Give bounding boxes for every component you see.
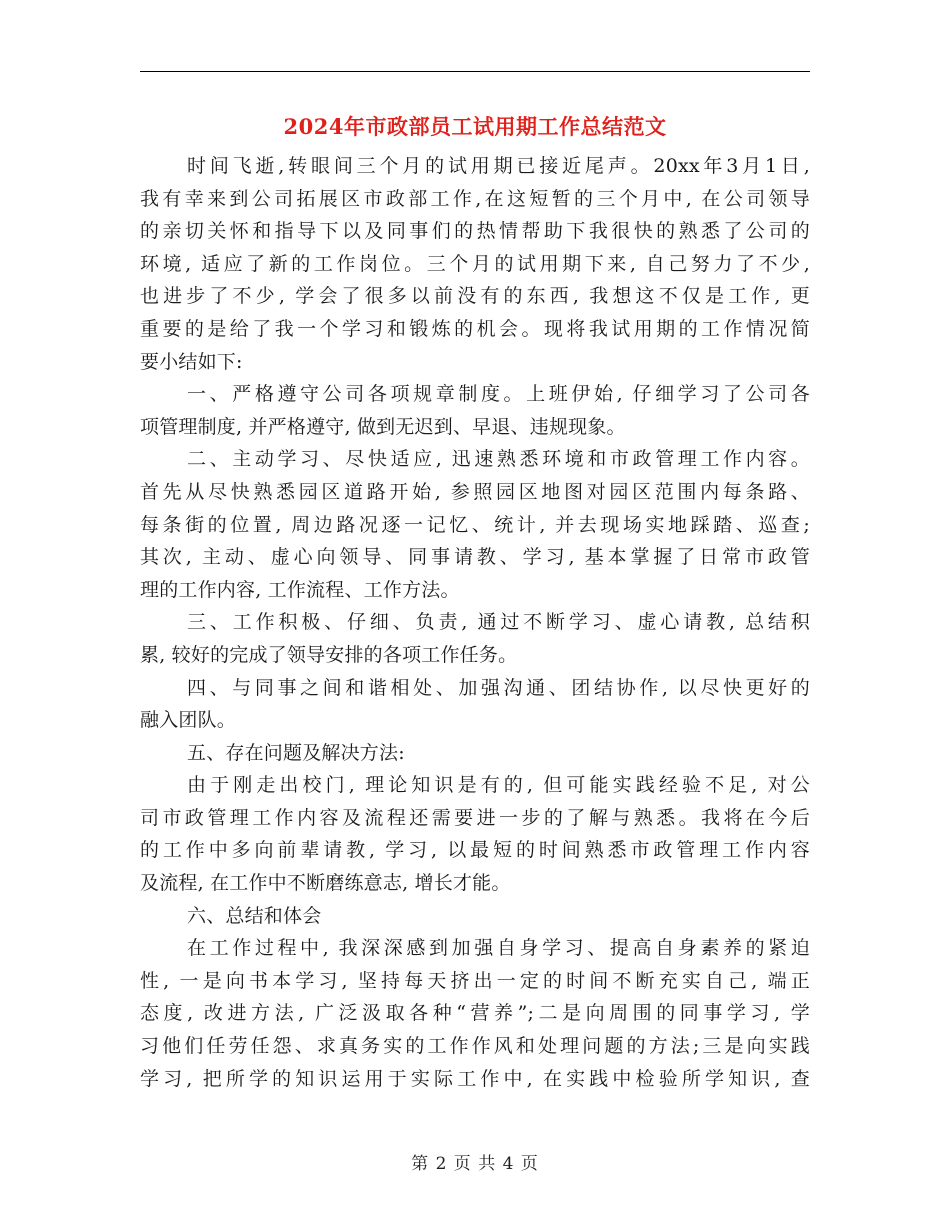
text-line: 习他们任劳任怨、求真务实的工作作风和处理问题的方法;三是向实践 [140, 1035, 810, 1058]
text-line: 我有幸来到公司拓展区市政部工作,在这短暂的三个月中, 在公司领导 [140, 187, 810, 210]
text-line: 性, 一是向书本学习, 坚持每天挤出一定的时间不断充实自己, 端正 [140, 969, 810, 992]
text-line: 三、工作积极、仔细、负责, 通过不断学习、虚心请教, 总结积 [187, 611, 810, 634]
text-line: 学习, 把所学的知识运用于实际工作中, 在实践中检验所学知识, 查 [140, 1067, 810, 1090]
header-rule [140, 71, 810, 72]
text-line: 每条街的位置, 周边路况逐一记忆、统计, 并去现场实地踩踏、巡查; [140, 513, 810, 536]
text-line: 时间飞逝,转眼间三个月的试用期已接近尾声。20xx年3月1日, [187, 155, 810, 177]
text-line: 的工作中多向前辈请教, 学习, 以最短的时间熟悉市政管理工作内容 [140, 839, 810, 862]
text-line: 其次, 主动、虚心向领导、同事请教、学习, 基本掌握了日常市政管 [140, 546, 810, 569]
text-line: 态度, 改进方法, 广泛汲取各种“营养”;二是向周围的同事学习, 学 [140, 1002, 810, 1025]
document-body [140, 150, 810, 1095]
text-line: 六、总结和体会 [187, 904, 322, 927]
document-title: 2024年市政部员工试用期工作总结范文 [283, 114, 667, 139]
text-line: 四、与同事之间和谐相处、加强沟通、团结协作, 以尽快更好的 [187, 676, 810, 699]
text-line: 也进步了不少, 学会了很多以前没有的东西, 我想这不仅是工作, 更 [140, 285, 810, 308]
text-line: 重要的是给了我一个学习和锻炼的机会。现将我试用期的工作情况简 [140, 317, 810, 340]
page-footer: 第 2 页 共 4 页 [411, 1154, 539, 1174]
text-line: 五、存在问题及解决方法: [187, 741, 405, 764]
text-line: 在工作过程中, 我深深感到加强自身学习、提高自身素养的紧迫 [187, 937, 810, 960]
text-line: 二、主动学习、尽快适应, 迅速熟悉环境和市政管理工作内容。 [187, 448, 810, 471]
text-line: 由于刚走出校门, 理论知识是有的, 但可能实践经验不足, 对公 [187, 774, 810, 797]
text-line: 累, 较好的完成了领导安排的各项工作任务。 [140, 643, 518, 666]
text-line: 环境, 适应了新的工作岗位。三个月的试用期下来, 自己努力了不少, [140, 252, 810, 275]
text-line: 及流程, 在工作中不断磨练意志, 增长才能。 [140, 872, 511, 895]
text-line: 项管理制度, 并严格遵守, 做到无迟到、早退、违规现象。 [140, 415, 626, 438]
text-line: 的亲切关怀和指导下以及同事们的热情帮助下我很快的熟悉了公司的 [140, 220, 810, 243]
text-line: 一、严格遵守公司各项规章制度。上班伊始, 仔细学习了公司各 [187, 383, 810, 406]
text-line: 理的工作内容, 工作流程、工作方法。 [140, 578, 460, 601]
text-line: 首先从尽快熟悉园区道路开始, 参照园区地图对园区范围内每条路、 [140, 480, 810, 503]
text-line: 要小结如下: [140, 350, 243, 373]
text-line: 司市政管理工作内容及流程还需要进一步的了解与熟悉。我将在今后 [140, 806, 810, 829]
text-line: 融入团队。 [140, 709, 237, 732]
